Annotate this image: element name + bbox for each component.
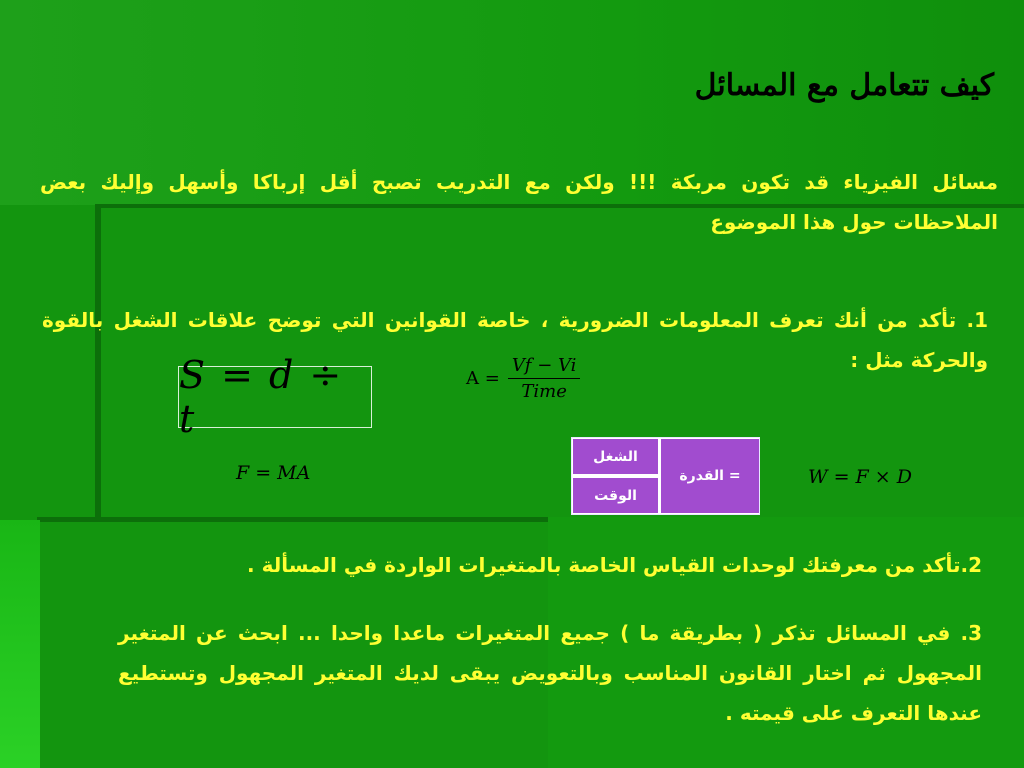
power-formula-table — [571, 437, 760, 515]
point-2-paragraph: 2.تأكد من معرفتك لوحدات القياس الخاصة بالمتغيرات الواردة في المسألة . — [247, 553, 982, 577]
point-3-paragraph: 3. في المسائل تذكر ( بطريقة ما ) جميع المتغيرات ماعدا واحدا ... ابحث عن المتغير المجهول ثم اختار القانون المناسب وبالتعويض يبقى لديك المتغير المجهول وتستطيع عندها التعرف على قيمته . — [118, 621, 982, 725]
point-1-paragraph: 1. تأكد من أنك تعرف المعلومات الضرورية ، خاصة القوانين التي توضح علاقات الشغل بالقوة والحركة مثل : — [42, 308, 988, 372]
speed-formula: S = d ÷ t — [178, 366, 372, 428]
work-formula: W = F × D — [808, 466, 912, 488]
acceleration-denominator: Time — [521, 381, 567, 402]
power-table-work: الشغل — [573, 439, 658, 474]
background-rule-bottom — [37, 517, 549, 522]
background-left-strip — [0, 520, 40, 768]
acceleration-fraction — [508, 355, 581, 402]
power-table-time: الوقت — [573, 478, 658, 513]
acceleration-lhs: A = — [466, 368, 500, 389]
force-formula: F = MA — [236, 462, 311, 484]
intro-paragraph: مسائل الفيزياء قد تكون مربكة !!! ولكن مع التدريب تصبح أقل إرباكا وأسهل وإليك بعض الملاحظات حول هذا الموضوع — [40, 170, 998, 234]
acceleration-formula — [466, 355, 580, 402]
acceleration-numerator: Vf − Vi — [508, 355, 581, 379]
slide-title: كيف تتعامل مع المسائل — [694, 68, 994, 103]
power-table-power: القدرة = — [661, 439, 759, 513]
